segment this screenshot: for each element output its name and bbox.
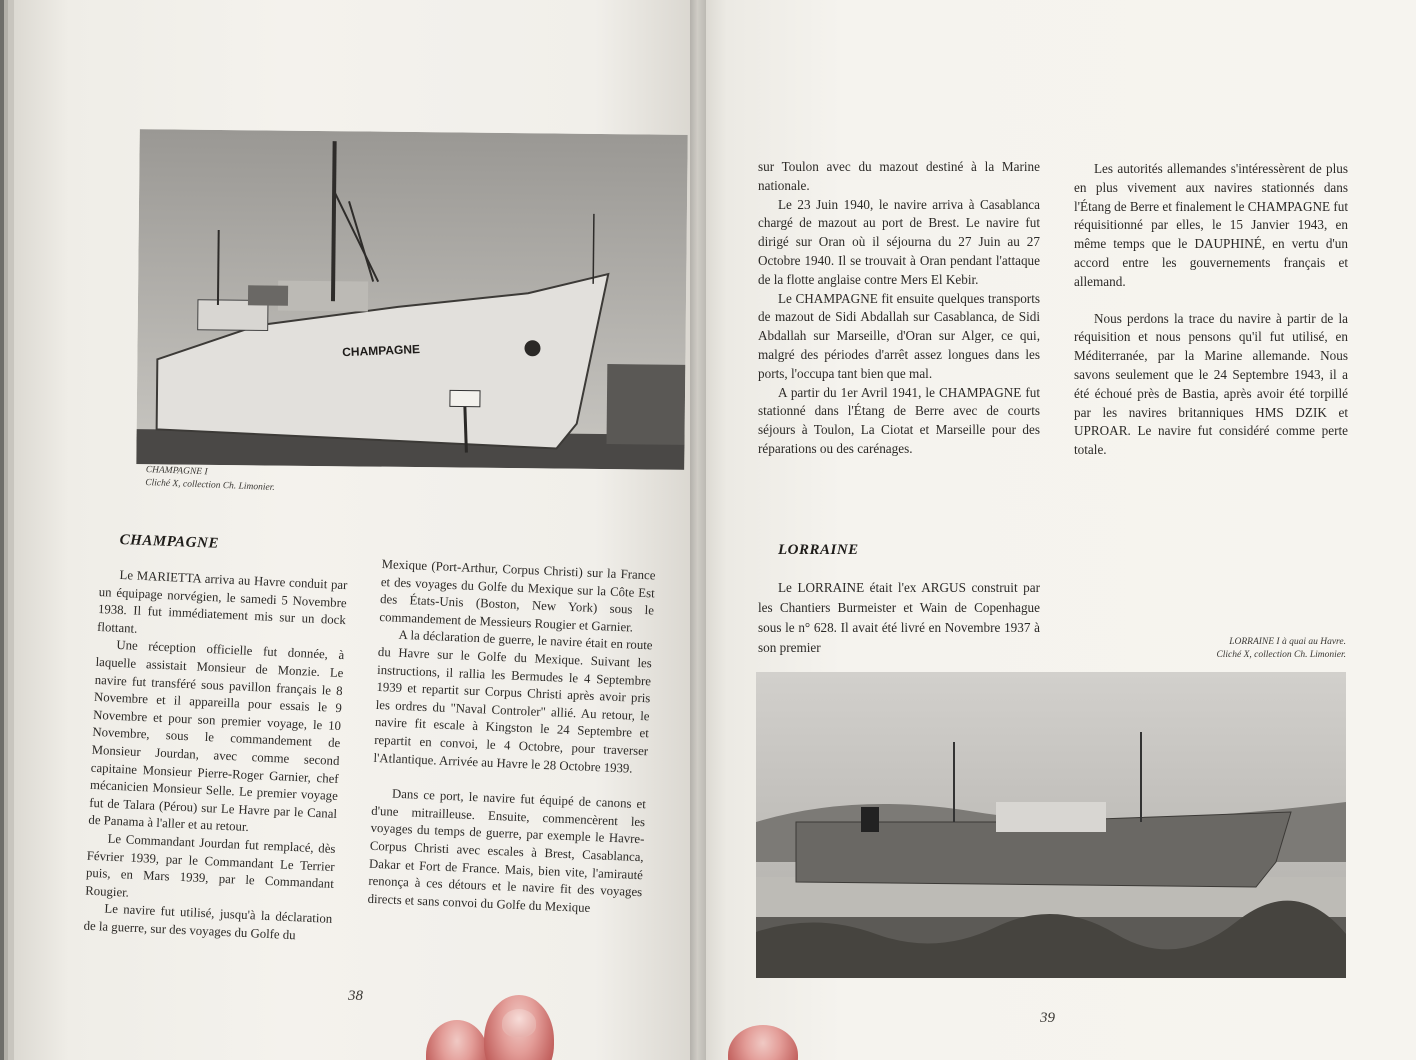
right-col1-para-4: A partir du 1er Avril 1941, le CHAMPAGNE fut stationné dans l'Étang de Berre avec de courts séjours à Toulon, La Ciotat et Marseille pour des réparations ou des carénages. bbox=[758, 384, 1040, 456]
right-page-number: 39 bbox=[1040, 1010, 1055, 1026]
right-col2-para-1: Les autorités allemandes s'intéressèrent de plus en plus vivement aux navires stationnés dans l'Étang de Berre et finalement le CHAMPAGNE fut réquisitionné par elles, le 15 Janvier 1943, en même temps que le DAUPHINÉ, en vertu d'un accord entre les gouvernements français et allemand. bbox=[1074, 161, 1349, 289]
champagne-photo bbox=[136, 129, 687, 470]
left-col1-para-3: Le Commandant Jourdan fut remplacé, dès Février 1939, par le Commandant Le Terrier puis, en Mars 1939, par le Commandant Rougier. bbox=[84, 831, 336, 900]
left-col2-para-2: A la déclaration de guerre, le navire était en route du Havre sur le Golfe du Mexique. Suivant les instructions, il rallia les Bermudes le 4 Septembre 1939 et repartit sur Corpus Christi après avoir pris les ordres du "Naval Controler" allié. Au retour, le navire fit escale à Kingston le 24 Septembre et repartit en convoi, le 4 Octobre, pour traverser l'Atlantique. Arrivée au Havre le 28 Octobre 1939. bbox=[373, 628, 653, 776]
left-page bbox=[14, 0, 698, 1060]
left-col2-para-1: Mexique (Port-Arthur, Corpus Christi) sur la France et des voyages du Golfe du Mexique sur la Côte Est des États-Unis (Boston, New York) sous le commandement de Messieurs Rougier et Garnier. bbox=[379, 556, 656, 635]
lorraine-caption-title: LORRAINE I à quai au Havre. bbox=[1229, 637, 1346, 647]
left-column-2 bbox=[367, 556, 656, 919]
lorraine-caption-credit: Cliché X, collection Ch. Limonier. bbox=[1216, 650, 1346, 660]
champagne-caption-title: CHAMPAGNE I bbox=[145, 464, 208, 478]
left-col1-para-1: Le MARIETTA arriva au Havre conduit par un équipage norvégien, le samedi 5 Novembre 1938. Il fut immédiatement mis sur un dock flottant. bbox=[96, 567, 348, 636]
left-page-number: 38 bbox=[348, 988, 363, 1004]
champagne-caption-credit: Cliché X, collection Ch. Limonier. bbox=[145, 477, 275, 493]
right-col1-para-2: Le 23 Juin 1940, le navire arriva à Casablanca chargé de mazout au port de Brest. Le navire fut dirigé sur Oran où il séjourna du 27 Juin au 27 Octobre 1940. Il se trouvait à Oran pendant l'attaque de la flotte anglaise contre Mers El Kebir. bbox=[758, 196, 1040, 287]
lorraine-intro bbox=[758, 578, 1040, 658]
fingernail bbox=[502, 1009, 536, 1037]
right-column-1 bbox=[758, 158, 1040, 459]
champagne-caption bbox=[145, 464, 275, 495]
book-gutter bbox=[690, 0, 706, 1060]
right-col2-para-2: Nous perdons la trace du navire à partir de la réquisition et nous pensons qu'il fut utilisé, en Méditerranée, par la Marine allemande. Nous savons seulement que le 24 Septembre 1943, il a été échoué près de Bastia, après avoir été torpillé par les navires britanniques HMS DZIK et UPROAR. Le navire fut considéré comme perte totale. bbox=[1074, 310, 1348, 458]
lorraine-caption bbox=[1118, 636, 1346, 662]
right-col1-para-3: Le CHAMPAGNE fit ensuite quelques transports de mazout de Sidi Abdallah sur Casablanca, de Sidi Abdallah sur Marseille, d'Oran sur Alger, ce qui, malgré des périodes d'arrêt assez longues dans les ports, l'occupa tant bien que mal. bbox=[758, 290, 1040, 381]
lorraine-heading: LORRAINE bbox=[778, 542, 859, 558]
right-col1-para-1: sur Toulon avec du mazout destiné à la Marine nationale. bbox=[758, 159, 1040, 193]
left-col1-para-4: Le navire fut utilisé, jusqu'à la déclaration de la guerre, sur des voyages du Golfe du bbox=[83, 901, 333, 943]
lorraine-photo bbox=[756, 672, 1346, 978]
ship-hull-name: CHAMPAGNE bbox=[341, 342, 421, 360]
left-column-1 bbox=[83, 566, 348, 946]
champagne-heading: CHAMPAGNE bbox=[119, 532, 220, 552]
lorraine-intro-para: Le LORRAINE était l'ex ARGUS construit par les Chantiers Burmeister et Wain de Copenhague sous le n° 628. Il avait été livré en Novembre 1937 à son premier bbox=[758, 580, 1040, 655]
left-col1-para-2: Une réception officielle fut donnée, à laquelle assistait Monsieur de Monzie. Le navire fut transféré sous pavillon français le 8 Novembre et il appareilla pour essais le 9 Novembre et pour son premier voyage, le 10 Novembre, sous le commandement de Monsieur Jourdan, avec comme second capitaine Monsieur Pierre-Roger Garnier, chef mécanicien Monsieur Selle. Le premier voyage fut de Talara (Pérou) sur Le Havre par le Canal de Panama à l'aller et au retour. bbox=[88, 638, 345, 835]
right-page bbox=[698, 0, 1416, 1060]
right-column-2 bbox=[1074, 160, 1348, 460]
left-col2-para-3: Dans ce port, le navire fut équipé de canons et d'une mitrailleuse. Ensuite, commencèrent les voyages du temps de guerre, par exemple le Havre-Corpus Christi avec escales à Brest, Casablanca, Dakar et Fort de France. Mais, bien vite, l'amirauté renonça à ces détours et le navire fit des voyages directs et sans convoi du Golfe du Mexique bbox=[367, 786, 647, 915]
